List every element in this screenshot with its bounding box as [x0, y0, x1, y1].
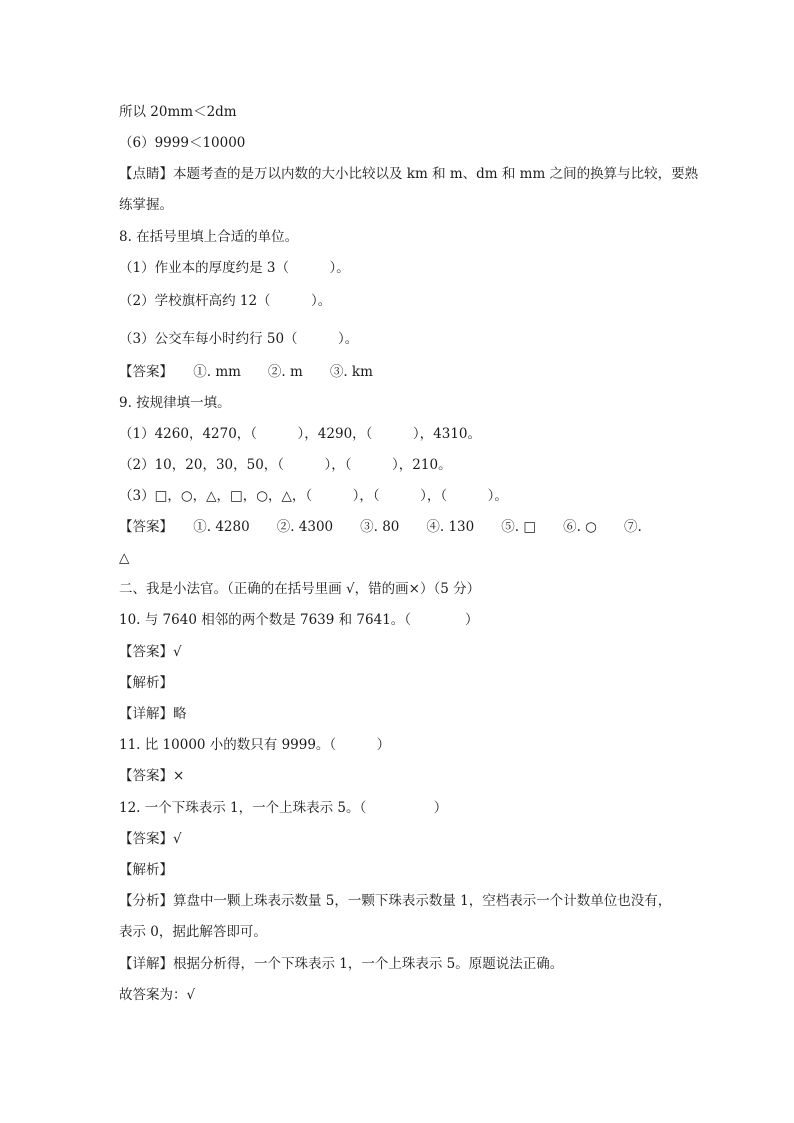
question-9-title: 9. 按规律填一填。 [119, 395, 231, 411]
question-10-answer: 【答案】√ [119, 644, 182, 660]
text-line-dianjing-cont: 练掌握。 [119, 197, 173, 213]
text-line-item-6: （6）9999＜10000 [119, 135, 246, 151]
question-10: 10. 与 7640 相邻的两个数是 7639 和 7641。（ ） [119, 612, 479, 628]
question-8-part-3: （3）公交车每小时约行 50（ ）。 [119, 331, 359, 347]
text-line-dianjing: 【点睛】本题考查的是万以内数的大小比较以及 km 和 m、dm 和 mm 之间的换算与比较，要熟 [119, 166, 699, 182]
question-9-answer: 【答案】 ①. 4280 ②. 4300 ③. 80 ④. 130 ⑤. □ ⑥. ○ ⑦. [119, 519, 642, 535]
question-8-title: 8. 在括号里填上合适的单位。 [119, 229, 299, 245]
question-8-answer: 【答案】 ①. mm ②. m ③. km [119, 364, 373, 380]
question-8-part-1: （1）作业本的厚度约是 3（ ）。 [119, 260, 350, 276]
question-12-answer: 【答案】√ [119, 831, 182, 847]
question-11-answer: 【答案】× [119, 768, 185, 784]
section-2-heading: 二、我是小法官。（正确的在括号里画 √，错的画×）（5 分） [119, 581, 481, 597]
question-12-analysis: 【解析】 [119, 862, 173, 878]
question-9-answer-cont: △ [119, 550, 130, 566]
question-12-fenxi-cont: 表示 0，据此解答即可。 [119, 924, 267, 940]
question-11: 11. 比 10000 小的数只有 9999。（ ） [119, 737, 391, 753]
question-12-final-answer: 故答案为：√ [119, 987, 196, 1003]
question-10-analysis: 【解析】 [119, 675, 173, 691]
question-12-detail: 【详解】根据分析得，一个下珠表示 1，一个上珠表示 5。原题说法正确。 [119, 956, 564, 972]
question-9-part-1: （1）4260，4270，（ ），4290，（ ），4310。 [119, 426, 482, 442]
text-line-conclusion: 所以 20mm＜2dm [119, 104, 237, 120]
question-12-fenxi: 【分析】算盘中一颗上珠表示数量 5，一颗下珠表示数量 1，空档表示一个计数单位也没有， [119, 893, 672, 909]
question-10-detail: 【详解】略 [119, 706, 187, 722]
question-9-part-2: （2）10，20，30，50，（ ），（ ），210。 [119, 457, 452, 473]
question-9-part-3: （3）□，○，△，□，○，△，（ ），（ ），（ ）。 [119, 488, 508, 504]
question-8-part-2: （2）学校旗杆高约 12（ ）。 [119, 293, 332, 309]
question-12: 12. 一个下珠表示 1，一个上珠表示 5。（ ） [119, 800, 448, 816]
